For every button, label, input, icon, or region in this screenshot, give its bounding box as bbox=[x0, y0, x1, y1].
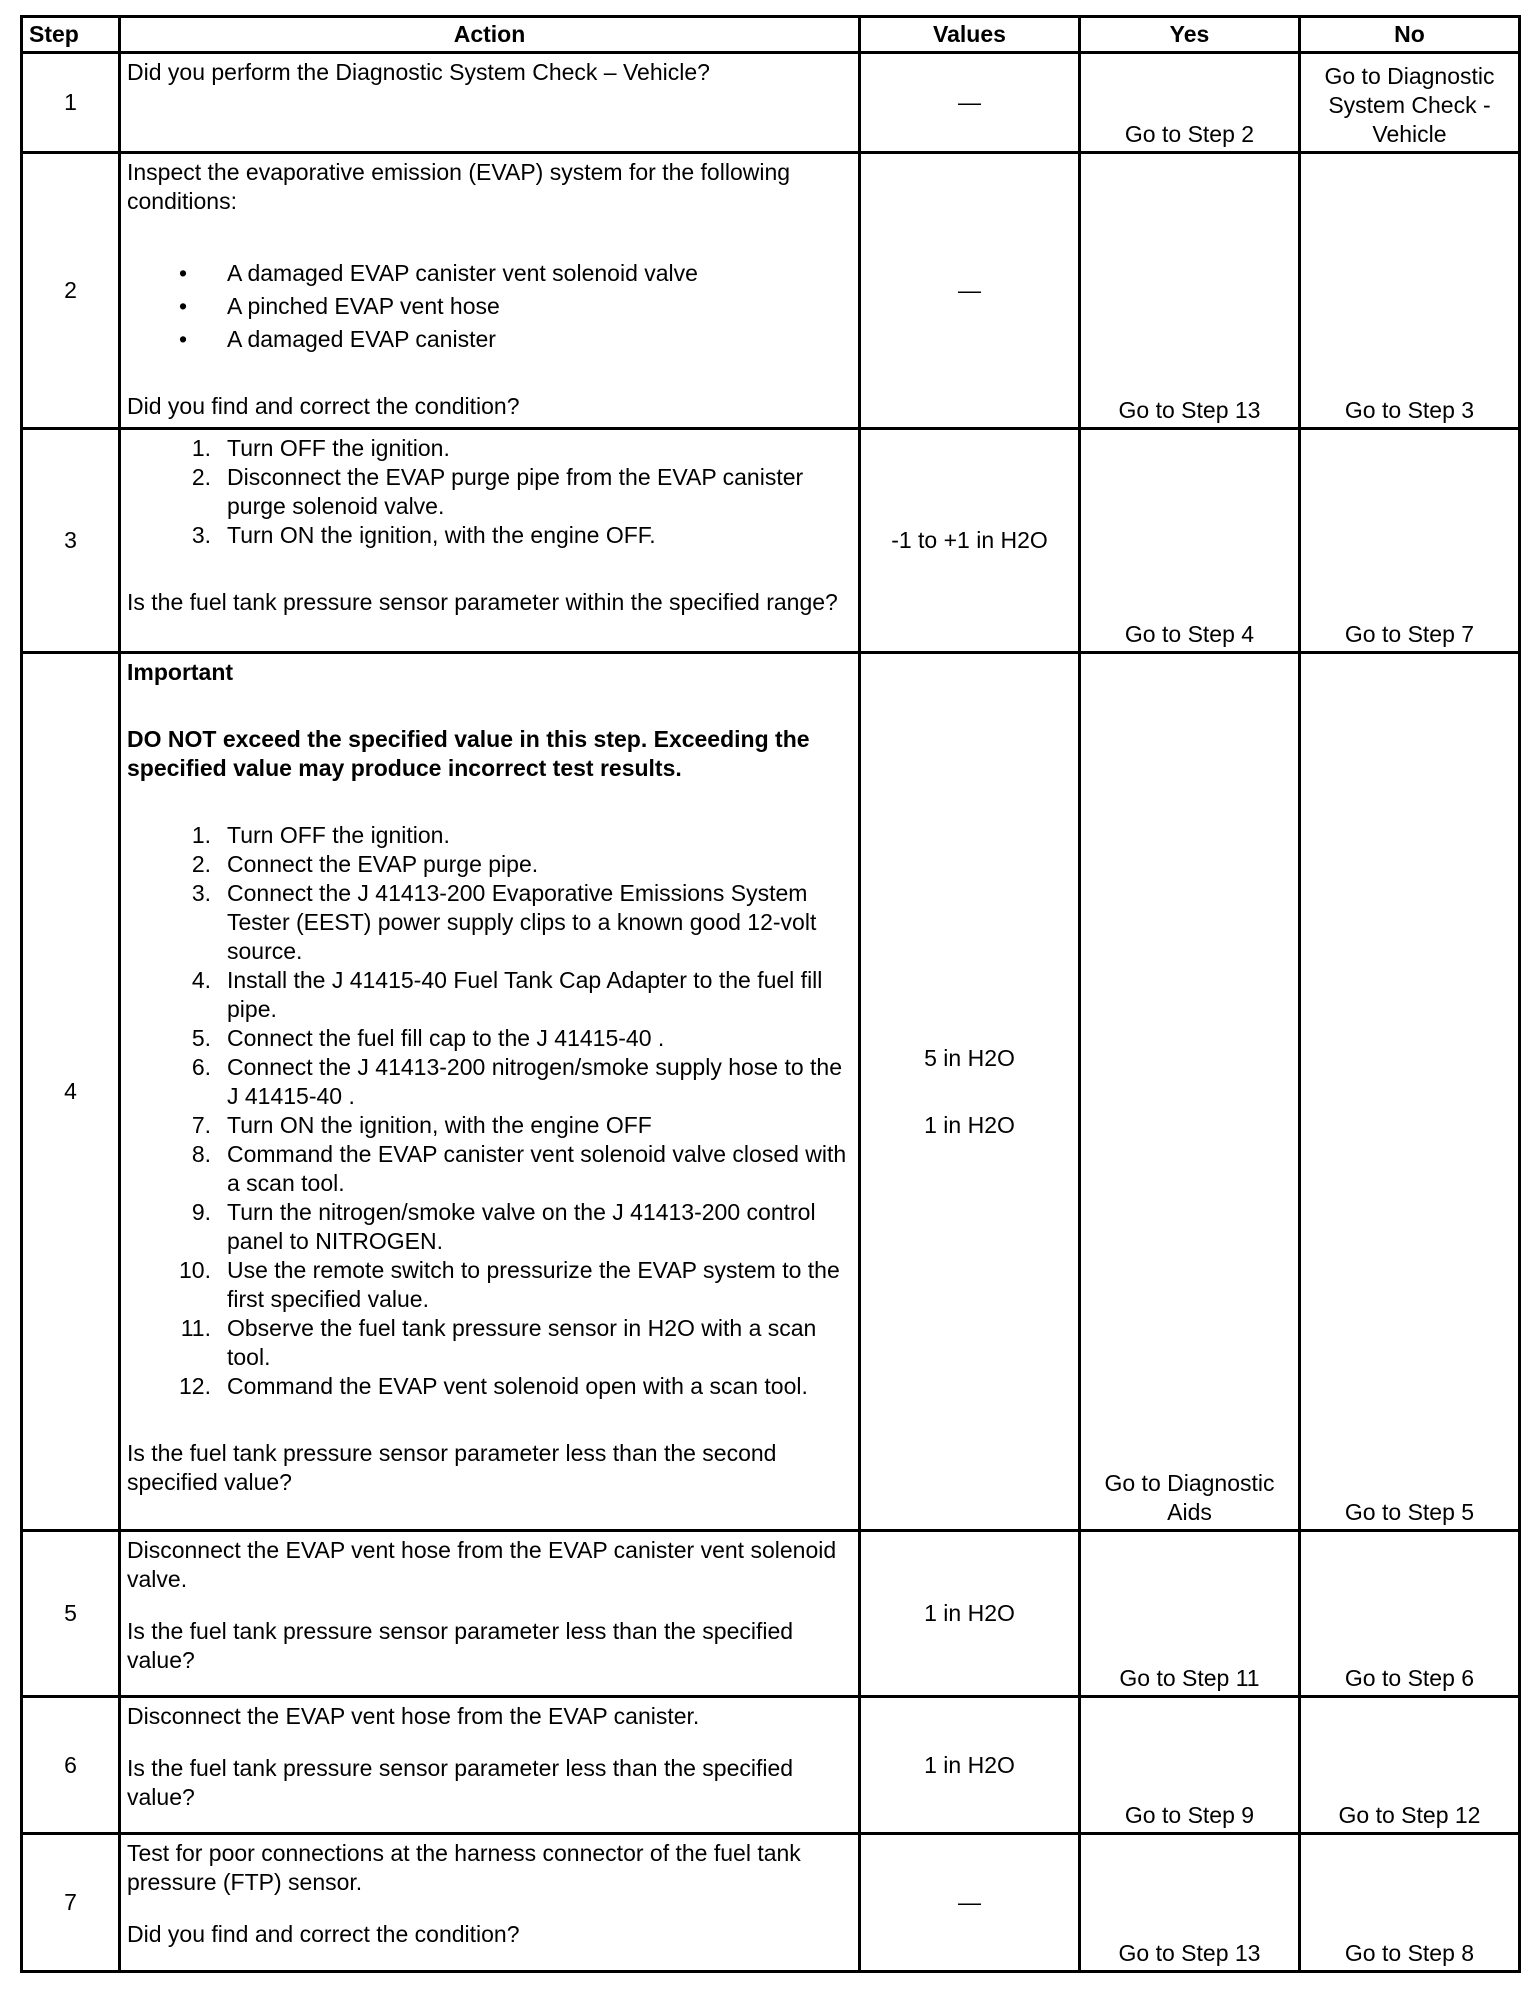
values-cell: -1 to +1 in H2O bbox=[860, 429, 1080, 653]
item-text: Command the EVAP vent solenoid open with a scan tool. bbox=[227, 1373, 808, 1399]
header-no: No bbox=[1300, 17, 1520, 53]
item-number: 1. bbox=[191, 435, 211, 461]
header-yes: Yes bbox=[1080, 17, 1300, 53]
procedure-list bbox=[127, 434, 852, 550]
action-intro: Inspect the evaporative emission (EVAP) system for the following conditions: bbox=[127, 159, 791, 214]
no-cell: Go to Step 8 bbox=[1300, 1834, 1520, 1972]
no-cell: Go to Step 5 bbox=[1300, 653, 1520, 1531]
item-number: 2. bbox=[191, 851, 211, 877]
action-question: Is the fuel tank pressure sensor parameter less than the specified value? bbox=[127, 1755, 794, 1810]
item-number: 8. bbox=[191, 1141, 211, 1167]
item-text: Use the remote switch to pressurize the EVAP system to the first specified value. bbox=[227, 1257, 840, 1312]
action-cell bbox=[120, 1697, 860, 1834]
list-item: • A damaged EVAP canister vent solenoid valve bbox=[179, 259, 852, 288]
list-item bbox=[169, 1314, 852, 1372]
step-number: 1 bbox=[22, 53, 120, 153]
list-item bbox=[169, 434, 852, 463]
list-item bbox=[169, 1256, 852, 1314]
procedure-list bbox=[127, 821, 852, 1401]
step-number: 2 bbox=[22, 153, 120, 429]
item-text: Observe the fuel tank pressure sensor in H2O with a scan tool. bbox=[227, 1315, 817, 1370]
step-number: 7 bbox=[22, 1834, 120, 1972]
yes-cell: Go to Step 9 bbox=[1080, 1697, 1300, 1834]
no-cell: Go to Diagnostic System Check - Vehicle bbox=[1300, 53, 1520, 153]
header-row bbox=[22, 17, 1520, 53]
item-text: Turn OFF the ignition. bbox=[227, 435, 450, 461]
diagnostic-table bbox=[20, 15, 1521, 1973]
table-row-step-6 bbox=[22, 1697, 1520, 1834]
item-number: 7. bbox=[191, 1112, 211, 1138]
action-cell bbox=[120, 1834, 860, 1972]
table-row-step-2 bbox=[22, 153, 1520, 429]
list-item: • A pinched EVAP vent hose bbox=[179, 292, 852, 321]
table-row-step-1 bbox=[22, 53, 1520, 153]
list-item bbox=[169, 850, 852, 879]
list-item bbox=[169, 1140, 852, 1198]
important-title: Important bbox=[127, 659, 234, 685]
action-question: Is the fuel tank pressure sensor parameter within the specified range? bbox=[127, 589, 838, 615]
item-number: 6. bbox=[191, 1054, 211, 1080]
list-item bbox=[169, 966, 852, 1024]
list-item bbox=[169, 1053, 852, 1111]
values-cell: — bbox=[860, 153, 1080, 429]
table-row-step-4 bbox=[22, 653, 1520, 1531]
action-intro: Disconnect the EVAP vent hose from the EVAP canister. bbox=[127, 1703, 700, 1729]
item-number: 4. bbox=[191, 967, 211, 993]
action-text: Did you perform the Diagnostic System Check – Vehicle? bbox=[127, 59, 710, 85]
list-item bbox=[169, 463, 852, 521]
item-text: Connect the J 41413-200 Evaporative Emissions System Tester (EEST) power supply clips to a known good 12-volt source. bbox=[227, 880, 817, 964]
item-number: 3. bbox=[191, 880, 211, 906]
values-cell: 1 in H2O bbox=[860, 1531, 1080, 1697]
list-item: • A damaged EVAP canister bbox=[179, 325, 852, 354]
action-question: Is the fuel tank pressure sensor parameter less than the second specified value? bbox=[127, 1440, 777, 1495]
item-text: Turn OFF the ignition. bbox=[227, 822, 450, 848]
values-cell: — bbox=[860, 53, 1080, 153]
first-specified-value: 5 in H2O bbox=[924, 1044, 1015, 1071]
item-text: Turn ON the ignition, with the engine OFF bbox=[227, 1112, 652, 1138]
yes-cell: Go to Step 11 bbox=[1080, 1531, 1300, 1697]
values-cell: — bbox=[860, 1834, 1080, 1972]
list-item bbox=[169, 1111, 852, 1140]
list-item bbox=[169, 821, 852, 850]
item-text: Install the J 41415-40 Fuel Tank Cap Adapter to the fuel fill pipe. bbox=[227, 967, 823, 1022]
condition-list bbox=[127, 259, 852, 354]
list-item bbox=[169, 521, 852, 550]
item-text: Connect the J 41413-200 nitrogen/smoke supply hose to the J 41415-40 . bbox=[227, 1054, 843, 1109]
list-item bbox=[169, 1198, 852, 1256]
step-number: 3 bbox=[22, 429, 120, 653]
table-row-step-3 bbox=[22, 429, 1520, 653]
list-item bbox=[169, 1024, 852, 1053]
list-item bbox=[169, 1372, 852, 1401]
item-text: Turn ON the ignition, with the engine OFF. bbox=[227, 522, 656, 548]
header-values: Values bbox=[860, 17, 1080, 53]
step-number: 4 bbox=[22, 653, 120, 1531]
header-step: Step bbox=[22, 17, 120, 53]
no-cell: Go to Step 6 bbox=[1300, 1531, 1520, 1697]
second-specified-value: 1 in H2O bbox=[924, 1111, 1015, 1138]
action-cell bbox=[120, 429, 860, 653]
table-row-step-7 bbox=[22, 1834, 1520, 1972]
item-number: 5. bbox=[191, 1025, 211, 1051]
action-cell bbox=[120, 153, 860, 429]
item-number: 1. bbox=[191, 822, 211, 848]
action-cell bbox=[120, 53, 860, 153]
item-text: Turn the nitrogen/smoke valve on the J 41413-200 control panel to NITROGEN. bbox=[227, 1199, 816, 1254]
action-cell bbox=[120, 653, 860, 1531]
yes-cell: Go to Step 2 bbox=[1080, 53, 1300, 153]
action-cell bbox=[120, 1531, 860, 1697]
action-question: Is the fuel tank pressure sensor parameter less than the specified value? bbox=[127, 1618, 794, 1673]
item-number: 3. bbox=[191, 522, 211, 548]
no-cell: Go to Step 12 bbox=[1300, 1697, 1520, 1834]
action-question: Did you find and correct the condition? bbox=[127, 1921, 520, 1947]
values-cell: 1 in H2O bbox=[860, 1697, 1080, 1834]
item-text: Command the EVAP canister vent solenoid valve closed with a scan tool. bbox=[227, 1141, 847, 1196]
item-number: 9. bbox=[191, 1199, 211, 1225]
yes-cell: Go to Diagnostic Aids bbox=[1080, 653, 1300, 1531]
table-row-step-5 bbox=[22, 1531, 1520, 1697]
item-number: 10. bbox=[179, 1257, 211, 1283]
yes-cell: Go to Step 4 bbox=[1080, 429, 1300, 653]
item-number: 2. bbox=[191, 464, 211, 490]
yes-cell: Go to Step 13 bbox=[1080, 153, 1300, 429]
no-cell: Go to Step 7 bbox=[1300, 429, 1520, 653]
item-number: 11. bbox=[180, 1315, 211, 1341]
header-action: Action bbox=[120, 17, 860, 53]
diagnostic-table-container bbox=[20, 15, 1518, 1973]
step-number: 6 bbox=[22, 1697, 120, 1834]
important-text: DO NOT exceed the specified value in this step. Exceeding the specified value may produce incorrect test results. bbox=[127, 726, 810, 781]
values-cell bbox=[860, 653, 1080, 1531]
action-intro: Disconnect the EVAP vent hose from the EVAP canister vent solenoid valve. bbox=[127, 1537, 837, 1592]
item-text: Connect the fuel fill cap to the J 41415-40 . bbox=[227, 1025, 665, 1051]
list-item bbox=[169, 879, 852, 966]
yes-cell: Go to Step 13 bbox=[1080, 1834, 1300, 1972]
action-intro: Test for poor connections at the harness connector of the fuel tank pressure (FTP) sensor. bbox=[127, 1840, 801, 1895]
action-question: Did you find and correct the condition? bbox=[127, 393, 520, 419]
item-number: 12. bbox=[179, 1373, 211, 1399]
step-number: 5 bbox=[22, 1531, 120, 1697]
no-cell: Go to Step 3 bbox=[1300, 153, 1520, 429]
item-text: Disconnect the EVAP purge pipe from the EVAP canister purge solenoid valve. bbox=[227, 464, 804, 519]
item-text: Connect the EVAP purge pipe. bbox=[227, 851, 539, 877]
